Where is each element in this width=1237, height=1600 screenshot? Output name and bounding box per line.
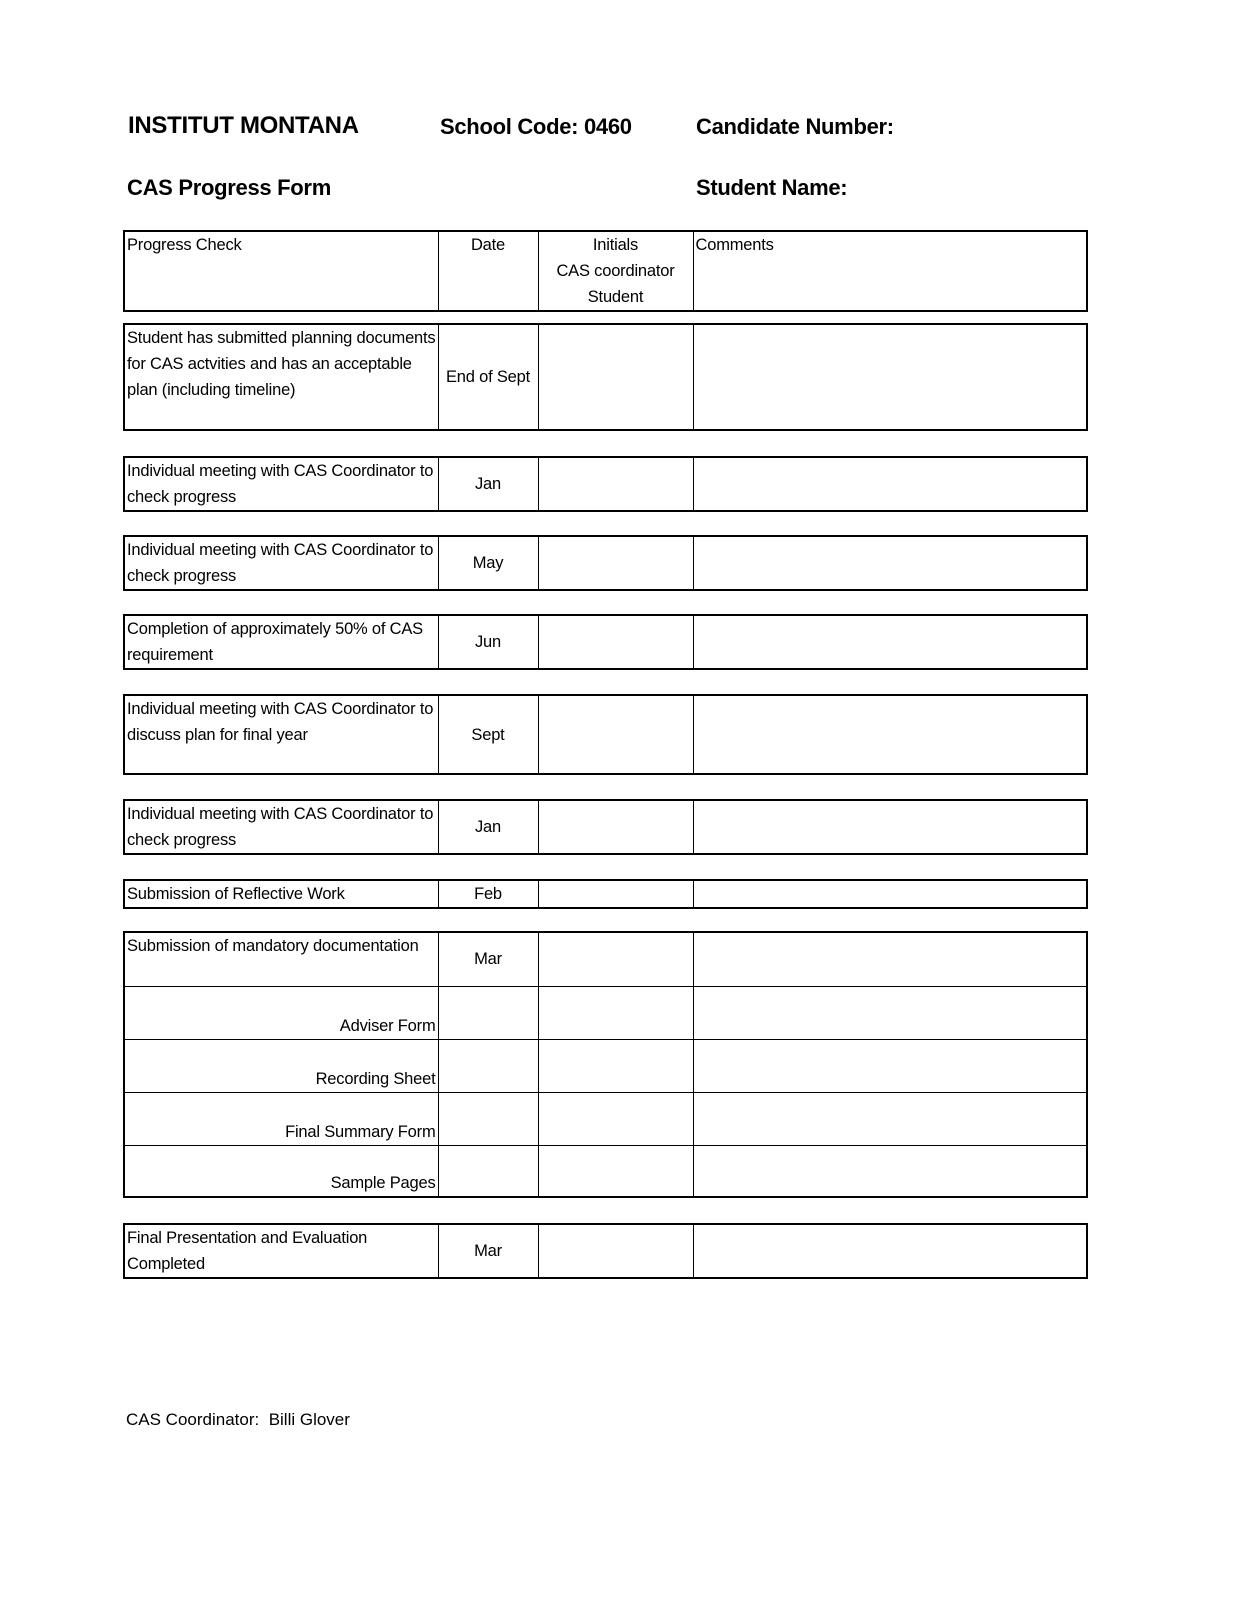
due-date: May: [438, 536, 538, 590]
document-item: Recording Sheet: [124, 1039, 438, 1092]
header-table: [123, 230, 1088, 312]
progress-check-header: Progress Check: [124, 231, 438, 311]
progress-row: [123, 879, 1088, 909]
date-header: Date: [438, 231, 538, 311]
student-name-label: Student Name:: [696, 175, 848, 200]
comments-cell[interactable]: [693, 324, 1087, 430]
initials-cell[interactable]: [538, 986, 693, 1039]
document-item: Adviser Form: [124, 986, 438, 1039]
progress-check: Individual meeting with CAS Coordinator to check progress: [124, 457, 438, 511]
initials-cell[interactable]: [538, 457, 693, 511]
progress-row: [123, 799, 1088, 855]
comments-cell[interactable]: [693, 1145, 1087, 1197]
comments-cell[interactable]: [693, 536, 1087, 590]
comments-cell[interactable]: [693, 1092, 1087, 1145]
comments-header: Comments: [693, 231, 1087, 311]
due-date: Sept: [438, 695, 538, 774]
comments-cell[interactable]: [693, 800, 1087, 854]
footer: [126, 1410, 350, 1430]
date-cell[interactable]: [438, 1092, 538, 1145]
form-title: CAS Progress Form: [127, 175, 331, 200]
initials-cell[interactable]: [538, 324, 693, 430]
due-date: Jan: [438, 457, 538, 511]
comments-cell[interactable]: [693, 880, 1087, 908]
initials-cell[interactable]: [538, 1145, 693, 1197]
initials-cell[interactable]: [538, 1039, 693, 1092]
coordinator-label: CAS Coordinator:: [126, 1410, 260, 1429]
progress-row: [123, 323, 1088, 431]
comments-cell[interactable]: [693, 695, 1087, 774]
school-code: School Code: 0460: [440, 114, 632, 139]
progress-check: Individual meeting with CAS Coordinator to discuss plan for final year: [124, 695, 438, 774]
due-date: Jun: [438, 615, 538, 669]
progress-row: [123, 535, 1088, 591]
initials-cell[interactable]: [538, 536, 693, 590]
initials-cell[interactable]: [538, 695, 693, 774]
document-item: Sample Pages: [124, 1145, 438, 1197]
initials-cell[interactable]: [538, 1092, 693, 1145]
initials-cell[interactable]: [538, 1224, 693, 1278]
progress-row: [123, 1223, 1088, 1279]
comments-cell[interactable]: [693, 986, 1087, 1039]
comments-cell[interactable]: [693, 932, 1087, 986]
comments-cell[interactable]: [693, 615, 1087, 669]
comments-cell[interactable]: [693, 1039, 1087, 1092]
initials-cell[interactable]: [538, 880, 693, 908]
due-date: End of Sept: [438, 324, 538, 430]
progress-check: Completion of approximately 50% of CAS requirement: [124, 615, 438, 669]
initials-cell[interactable]: [538, 800, 693, 854]
initials-label: Initials: [592, 236, 639, 254]
school-name: INSTITUT MONTANA: [128, 112, 359, 139]
progress-check: Submission of mandatory documentation: [124, 932, 438, 986]
initials-cell[interactable]: [538, 615, 693, 669]
comments-cell[interactable]: [693, 1224, 1087, 1278]
date-cell[interactable]: [438, 1145, 538, 1197]
due-date: Feb: [438, 880, 538, 908]
progress-row: [123, 614, 1088, 670]
student-label: Student: [587, 288, 644, 306]
progress-check: Individual meeting with CAS Coordinator to check progress: [124, 800, 438, 854]
progress-row: [123, 694, 1088, 775]
candidate-number-label: Candidate Number:: [696, 114, 894, 139]
due-date: Mar: [438, 1224, 538, 1278]
progress-check: Student has submitted planning documents for CAS actvities and has an acceptable plan (including timeline): [124, 324, 438, 430]
coordinator-name: Billi Glover: [268, 1410, 350, 1429]
initials-cell[interactable]: [538, 932, 693, 986]
cas-coordinator-label: CAS coordinator: [556, 262, 675, 280]
documentation-block: [123, 931, 1088, 1198]
progress-check: Final Presentation and Evaluation Completed: [124, 1224, 438, 1278]
date-cell[interactable]: [438, 1039, 538, 1092]
date-cell[interactable]: [438, 986, 538, 1039]
initials-header: [538, 231, 693, 311]
document-item: Final Summary Form: [124, 1092, 438, 1145]
due-date: Jan: [438, 800, 538, 854]
comments-cell[interactable]: [693, 457, 1087, 511]
progress-check: Submission of Reflective Work: [124, 880, 438, 908]
progress-row: [123, 456, 1088, 512]
due-date: Mar: [438, 932, 538, 986]
progress-check: Individual meeting with CAS Coordinator to check progress: [124, 536, 438, 590]
